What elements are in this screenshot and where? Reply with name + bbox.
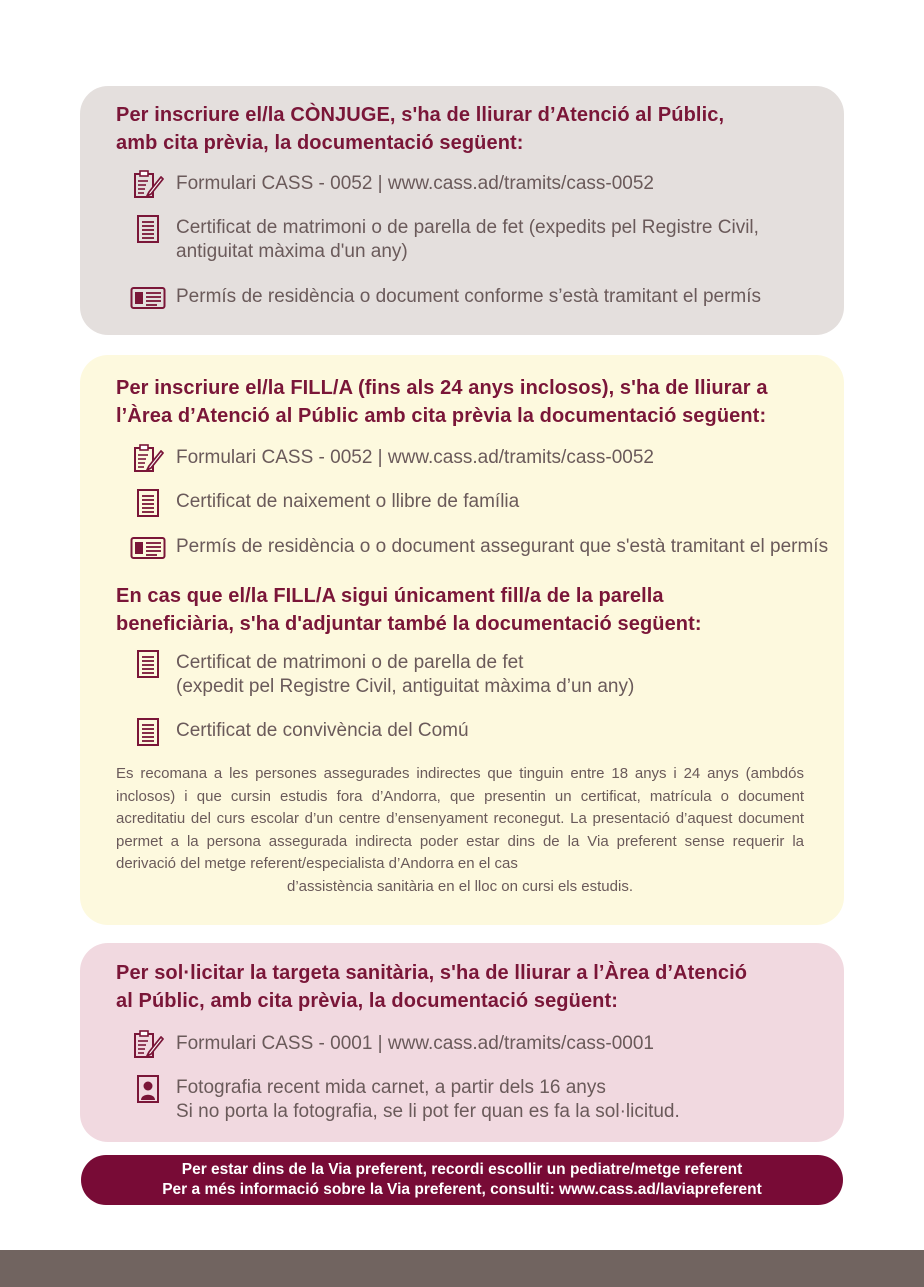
targeta-heading: Per sol·licitar la targeta sanitària, s'ha de lliurar a l’Àrea d’Atenció al Públic, amb cita prèvia, la documentació següent: (116, 962, 748, 1012)
fill-subitem-matrimoni: Certificat de matrimoni o de parella de fet (expedit pel Registre Civil, antiguitat màxima d’un any) (130, 651, 834, 699)
fill-item-naixement: Certificat de naixement o llibre de família (130, 490, 834, 518)
photo-portrait-icon (130, 1074, 166, 1104)
form-edit-icon (130, 1030, 166, 1060)
footer-bar (0, 1250, 924, 1287)
conjuge-item-permis: Permís de residència o document conforme s’està tramitant el permís (130, 285, 834, 313)
form-edit-icon (130, 444, 166, 474)
targeta-section (80, 943, 844, 1142)
banner-line-2: Per a més informació sobre la Via preferent, consulti: www.cass.ad/laviapreferent (162, 1181, 762, 1198)
fill-item-formulari: Formulari CASS - 0052 | www.cass.ad/tramits/cass-0052 (130, 446, 834, 474)
targeta-item-fotografia: Fotografia recent mida carnet, a partir dels 16 anys Si no porta la fotografia, se li pot fer quan es fa la sol·licitud. (130, 1076, 834, 1124)
fill-note: Es recomana a les persones assegurades indirectes que tinguin entre 18 anys i 24 anys (ambdós inclosos) i que cursin estudis fora d’Andorra, que presentin un certificat, matrícula o document acreditatiu del curs escolar d’un centre d’ensenyament reconegut. La presentació d’aquest document permet a la persona assegurada indirecta poder estar dins de la Via preferent sense requerir la derivació del metge referent/especialista d’Andorra en el cas d’assistència sanitària en el lloc on cursi els estudis. (116, 765, 804, 895)
fill-section (80, 355, 844, 925)
conjuge-heading: Per inscriure el/la CÒNJUGE, s'ha de lliurar d’Atenció al Públic, amb cita prèvia, la documentació següent: (116, 104, 725, 154)
document-icon (130, 717, 166, 747)
conjuge-item-certificat: Certificat de matrimoni o de parella de fet (expedits pel Registre Civil, antiguitat màxima d'un any) (130, 216, 834, 264)
via-preferent-banner (81, 1155, 843, 1205)
banner-line-1: Per estar dins de la Via preferent, recordi escollir un pediatre/metge referent (181, 1161, 743, 1178)
fill-heading: Per inscriure el/la FILL/A (fins als 24 anys inclosos), s'ha de lliurar a l’Àrea d’Atenció al Públic amb cita prèvia la documentació següent: (116, 377, 768, 427)
document-icon (130, 649, 166, 679)
form-edit-icon (130, 170, 166, 200)
conjuge-section (80, 86, 844, 335)
id-card-icon (130, 283, 166, 313)
conjuge-item-formulari: Formulari CASS - 0052 | www.cass.ad/tramits/cass-0052 (130, 172, 834, 200)
fill-subheading: En cas que el/la FILL/A sigui únicament fill/a de la parella beneficiària, s'ha d'adjuntar també la documentació següent: (116, 585, 702, 635)
document-icon (130, 488, 166, 518)
document-icon (130, 214, 166, 244)
targeta-item-formulari: Formulari CASS - 0001 | www.cass.ad/tramits/cass-0001 (130, 1032, 834, 1060)
fill-subitem-convivencia: Certificat de convivència del Comú (130, 719, 834, 747)
fill-item-permis: Permís de residència o o document assegurant que s'està tramitant el permís (130, 535, 834, 563)
id-card-icon (130, 533, 166, 563)
